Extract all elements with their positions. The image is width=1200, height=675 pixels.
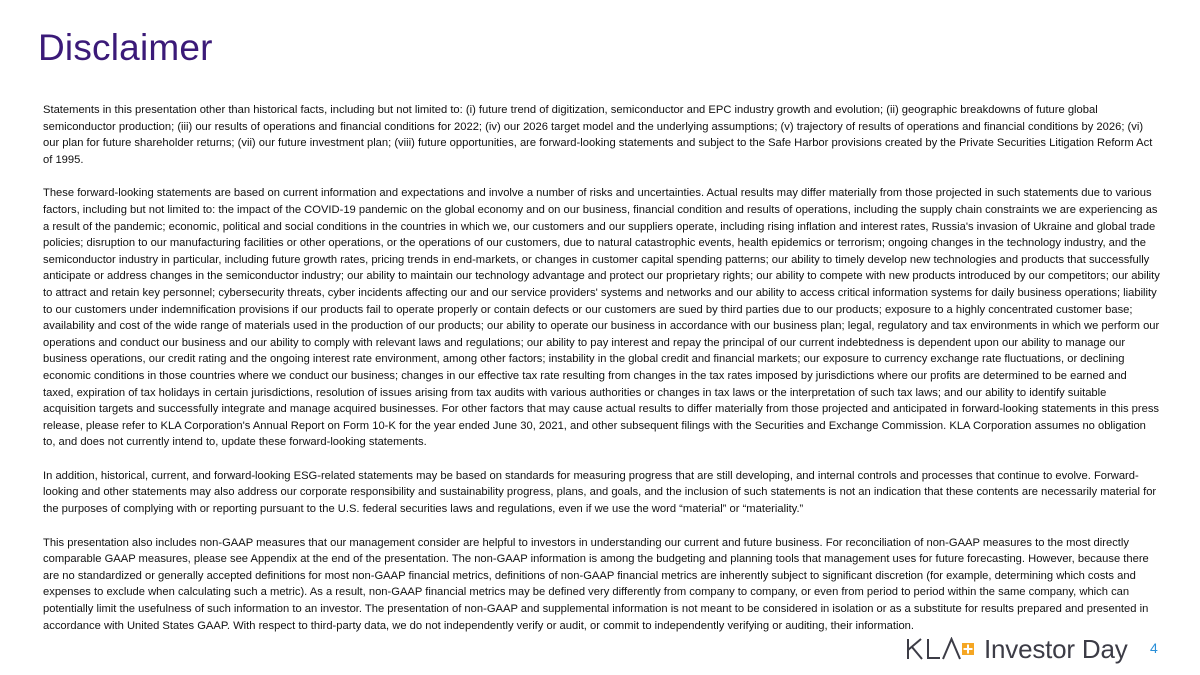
event-name: Investor Day [984, 633, 1128, 664]
footer-branding [906, 632, 1128, 666]
kla-logo [906, 637, 974, 661]
page-title: Disclaimer [38, 27, 213, 68]
disclaimer-paragraph-risks: These forward-looking statements are based on current information and expectations and involve a number of risks and uncertainties. Actual results may differ materially from those projected in such statements due to various factors, including but not limited to: the impact of the COVID-19 pandemic on the global economy and on our business, financial condition and results of operations, including the supply chain constraints we are experiencing as a result of the pandemic; economic, political and social conditions in the countries in which we, our customers and our suppliers operate, including rising inflation and interest rates, Russia's invasion of Ukraine and global trade policies; disruption to our manufacturing facilities or other operations, or the operations of our customers, due to natural catastrophic events, health epidemics or terrorism; ongoing changes in the technology industry, and the semiconductor industry in particular, including future growth rates, pricing trends in end-markets, or changes in customer capital spending patterns; our ability to timely develop new technologies and products that successfully anticipate or address changes in the semiconductor industry; our ability to maintain our technology advantage and protect our proprietary rights; our ability to compete with new products introduced by our competitors; our ability to attract and retain key personnel; cybersecurity threats, cyber incidents affecting our and our service providers' systems and networks and our ability to access critical information systems for daily business operations; liability to our customers under indemnification provisions if our products fail to operate properly or contain defects or our customers are sued by third parties due to our products; exposure to a highly concentrated customer base; availability and cost of the wide range of materials used in the production of our products; our ability to operate our business in accordance with our business plan; legal, regulatory and tax environments in which we perform our operations and conduct our business and our ability to comply with relevant laws and regulations; our ability to pay interest and repay the principal of our current indebtedness is dependent upon our ability to manage our business operations, our credit rating and the ongoing interest rate environment, among other factors; instability in the global credit and financial markets; our exposure to currency exchange rate fluctuations, or declining economic conditions in those countries where we conduct our business; changes in our effective tax rate resulting from changes in the tax rates imposed by jurisdictions where our profits are determined to be earned and taxed, expiration of tax holidays in certain jurisdictions, resolution of issues arising from tax audits with various authorities or changes in tax laws or the interpretation of such tax laws; and our ability to identify suitable acquisition targets and successfully integrate and manage acquired businesses. For other factors that may cause actual results to differ materially from those projected and anticipated in forward-looking statements in this press release, please refer to KLA Corporation's Annual Report on Form 10-K for the year ended June 30, 2021, and other subsequent filings with the Securities and Exchange Commission. KLA Corporation assumes no obligation to, and does not currently intend to, update these forward-looking statements. [43, 187, 1160, 449]
disclaimer-paragraph-non-gaap: This presentation also includes non-GAAP measures that our management consider are helpful to investors in understanding our current and future business. For reconciliation of non-GAAP measures to the most directly comparable GAAP measures, please see Appendix at the end of the presentation. The non-GAAP information is among the budgeting and planning tools that management uses for future forecasting. However, because there are no standardized or generally accepted definitions for most non-GAAP financial metrics, definitions of non-GAAP financial metrics are inherently subject to significant discretion (for example, determining which costs and expenses to exclude when calculating such a metric). As a result, non-GAAP financial metrics may be defined very differently from company to company, or even from period to period within the same company, which can potentially limit the usefulness of such information to an investor. The presentation of non-GAAP and supplemental information is not meant to be considered in isolation or as a substitute for results prepared and presented in accordance with United States GAAP. With respect to third-party data, we do not independently verify or audit, or commit to independently verifying or auditing, their information. [43, 536, 1149, 632]
kla-wordmark-icon [906, 637, 974, 661]
disclaimer-paragraph-forward-looking: Statements in this presentation other than historical facts, including but not limited to: (i) future trend of digitization, semiconductor and EPC industry growth and evolution; (ii) geographic breakdowns of future global semiconductor production; (iii) our results of operations and financial conditions for 2022; (iv) our 2026 target model and the underlying assumptions; (v) trajectory of results of operations and financial conditions by 2026; (vi) our plan for future shareholder returns; (vii) our future investment plan; (viii) future opportunities, are forward-looking statements and subject to the Safe Harbor provisions created by the Private Securities Litigation Reform Act of 1995. [43, 104, 1153, 166]
disclaimer-paragraph-esg: In addition, historical, current, and forward-looking ESG-related statements may be based on standards for measuring progress that are still developing, and internal controls and processes that continue to evolve. Forward-looking and other statements may also address our corporate responsibility and sustainability progress, plans, and goals, and the inclusion of such statements is not an indication that these contents are necessarily material for the purposes of complying with or reporting pursuant to the U.S. federal securities laws and regulations, even if we use the word “material” or “materiality.” [43, 469, 1157, 516]
page-number: 4 [1150, 640, 1158, 656]
disclaimer-body [43, 102, 1160, 651]
